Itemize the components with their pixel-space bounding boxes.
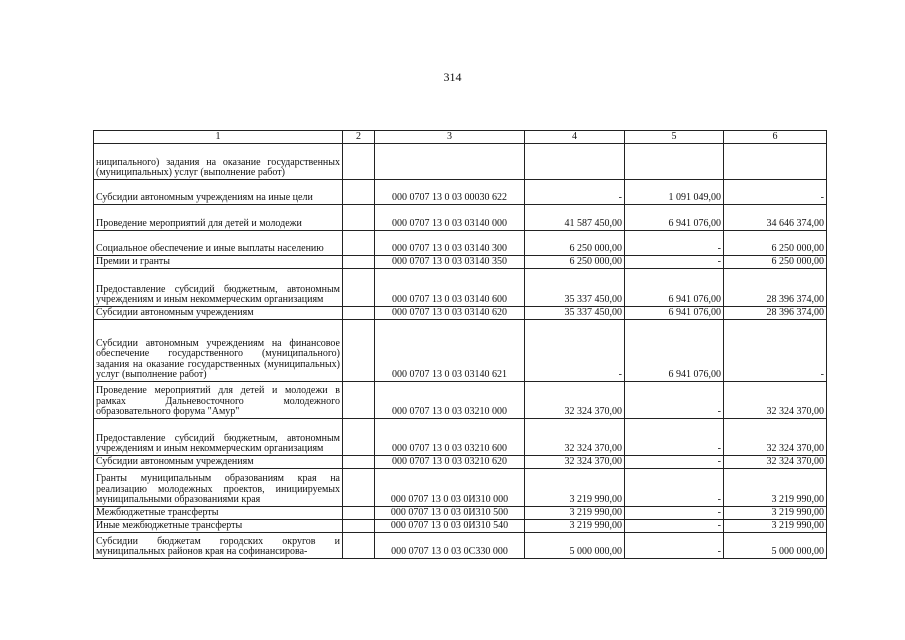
row-value-6: 32 324 370,00 <box>724 419 827 456</box>
table-row <box>94 419 827 456</box>
table-row <box>94 320 827 382</box>
row-name: Межбюджетные трансферты <box>94 507 343 520</box>
column-header: 4 <box>525 131 625 144</box>
row-col2 <box>343 533 375 559</box>
row-value-5: 6 941 076,00 <box>625 205 724 231</box>
column-header: 2 <box>343 131 375 144</box>
row-value-4: - <box>525 180 625 205</box>
row-value-4: 32 324 370,00 <box>525 382 625 419</box>
row-value-5: - <box>625 533 724 559</box>
row-code: 000 0707 13 0 03 03140 621 <box>375 320 525 382</box>
row-name: Предоставление субсидий бюджетным, автономным учреждениям и иным некоммерческим организациям <box>94 419 343 456</box>
row-name: Субсидии автономным учреждениям на финансовое обеспечение государственного (муниципального) задания на оказание государственных (муниципальных) услуг (выполнение работ) <box>94 320 343 382</box>
column-header: 3 <box>375 131 525 144</box>
row-code: 000 0707 13 0 03 03140 350 <box>375 256 525 269</box>
row-value-5: 6 941 076,00 <box>625 269 724 307</box>
row-code: 000 0707 13 0 03 0И310 500 <box>375 507 525 520</box>
row-name: ниципального) задания на оказание государственных (муниципальных) услуг (выполнение работ) <box>94 144 343 180</box>
row-value-5: - <box>625 456 724 469</box>
row-value-6: 6 250 000,00 <box>724 256 827 269</box>
row-value-4: 32 324 370,00 <box>525 456 625 469</box>
row-code: 000 0707 13 0 03 03210 000 <box>375 382 525 419</box>
row-value-4: 3 219 990,00 <box>525 520 625 533</box>
row-value-4: - <box>525 320 625 382</box>
row-name: Субсидии бюджетам городских округов и муниципальных районов края на софинансирова- <box>94 533 343 559</box>
row-name: Проведение мероприятий для детей и молодежи <box>94 205 343 231</box>
row-value-5: - <box>625 256 724 269</box>
table-row <box>94 456 827 469</box>
table-row <box>94 256 827 269</box>
row-name: Гранты муниципальным образованиям края на реализацию молодежных проектов, инициируемых муниципальными образованиями края <box>94 469 343 507</box>
row-code: 000 0707 13 0 03 03140 300 <box>375 231 525 256</box>
row-value-4: 5 000 000,00 <box>525 533 625 559</box>
row-value-4: 6 250 000,00 <box>525 231 625 256</box>
row-value-6: 34 646 374,00 <box>724 205 827 231</box>
row-code: 000 0707 13 0 03 0И310 540 <box>375 520 525 533</box>
row-value-5: - <box>625 382 724 419</box>
row-value-5: - <box>625 469 724 507</box>
row-col2 <box>343 456 375 469</box>
row-col2 <box>343 269 375 307</box>
row-value-4: 41 587 450,00 <box>525 205 625 231</box>
row-value-6: 3 219 990,00 <box>724 507 827 520</box>
row-col2 <box>343 520 375 533</box>
table-row <box>94 469 827 507</box>
row-value-6: 5 000 000,00 <box>724 533 827 559</box>
row-value-4: 3 219 990,00 <box>525 507 625 520</box>
table-row <box>94 507 827 520</box>
row-value-5: - <box>625 231 724 256</box>
row-name: Иные межбюджетные трансферты <box>94 520 343 533</box>
row-name: Проведение мероприятий для детей и молодежи в рамках Дальневосточного молодежного образовательного форума "Амур" <box>94 382 343 419</box>
row-name: Премии и гранты <box>94 256 343 269</box>
row-name: Субсидии автономным учреждениям <box>94 307 343 320</box>
table-row <box>94 307 827 320</box>
row-code: 000 0707 13 0 03 00030 622 <box>375 180 525 205</box>
row-value-4 <box>525 144 625 180</box>
table-row <box>94 180 827 205</box>
row-code: 000 0707 13 0 03 03140 620 <box>375 307 525 320</box>
row-code: 000 0707 13 0 03 03140 600 <box>375 269 525 307</box>
row-code: 000 0707 13 0 03 03140 000 <box>375 205 525 231</box>
row-col2 <box>343 320 375 382</box>
row-value-4: 6 250 000,00 <box>525 256 625 269</box>
table-row <box>94 269 827 307</box>
row-col2 <box>343 469 375 507</box>
row-col2 <box>343 231 375 256</box>
row-value-6: 6 250 000,00 <box>724 231 827 256</box>
row-value-6: 32 324 370,00 <box>724 382 827 419</box>
row-value-5: 6 941 076,00 <box>625 307 724 320</box>
row-col2 <box>343 256 375 269</box>
row-value-5: 1 091 049,00 <box>625 180 724 205</box>
page-number: 314 <box>443 70 462 84</box>
row-code: 000 0707 13 0 03 03210 600 <box>375 419 525 456</box>
row-col2 <box>343 419 375 456</box>
budget-table <box>93 130 827 559</box>
row-value-6: - <box>724 180 827 205</box>
table-row <box>94 520 827 533</box>
row-code: 000 0707 13 0 03 0С330 000 <box>375 533 525 559</box>
row-value-5: - <box>625 419 724 456</box>
row-name: Предоставление субсидий бюджетным, автономным учреждениям и иным некоммерческим организациям <box>94 269 343 307</box>
column-header: 5 <box>625 131 724 144</box>
row-value-6 <box>724 144 827 180</box>
row-value-4: 35 337 450,00 <box>525 269 625 307</box>
row-code <box>375 144 525 180</box>
row-col2 <box>343 205 375 231</box>
row-value-4: 35 337 450,00 <box>525 307 625 320</box>
row-value-6: 3 219 990,00 <box>724 520 827 533</box>
table-row <box>94 231 827 256</box>
row-col2 <box>343 180 375 205</box>
row-code: 000 0707 13 0 03 0И310 000 <box>375 469 525 507</box>
table-header-row <box>94 131 827 144</box>
row-value-5: 6 941 076,00 <box>625 320 724 382</box>
row-name: Субсидии автономным учреждениям на иные цели <box>94 180 343 205</box>
row-value-6: 3 219 990,00 <box>724 469 827 507</box>
row-col2 <box>343 307 375 320</box>
column-header: 6 <box>724 131 827 144</box>
row-value-6: - <box>724 320 827 382</box>
row-col2 <box>343 507 375 520</box>
table-row <box>94 533 827 559</box>
row-col2 <box>343 144 375 180</box>
row-code: 000 0707 13 0 03 03210 620 <box>375 456 525 469</box>
row-value-5: - <box>625 520 724 533</box>
row-value-6: 28 396 374,00 <box>724 269 827 307</box>
table-row <box>94 144 827 180</box>
row-value-5: - <box>625 507 724 520</box>
row-value-4: 3 219 990,00 <box>525 469 625 507</box>
table-row <box>94 205 827 231</box>
row-name: Социальное обеспечение и иные выплаты населению <box>94 231 343 256</box>
row-value-6: 32 324 370,00 <box>724 456 827 469</box>
row-col2 <box>343 382 375 419</box>
row-value-6: 28 396 374,00 <box>724 307 827 320</box>
row-value-5 <box>625 144 724 180</box>
row-name: Субсидии автономным учреждениям <box>94 456 343 469</box>
table-row <box>94 382 827 419</box>
row-value-4: 32 324 370,00 <box>525 419 625 456</box>
column-header: 1 <box>94 131 343 144</box>
